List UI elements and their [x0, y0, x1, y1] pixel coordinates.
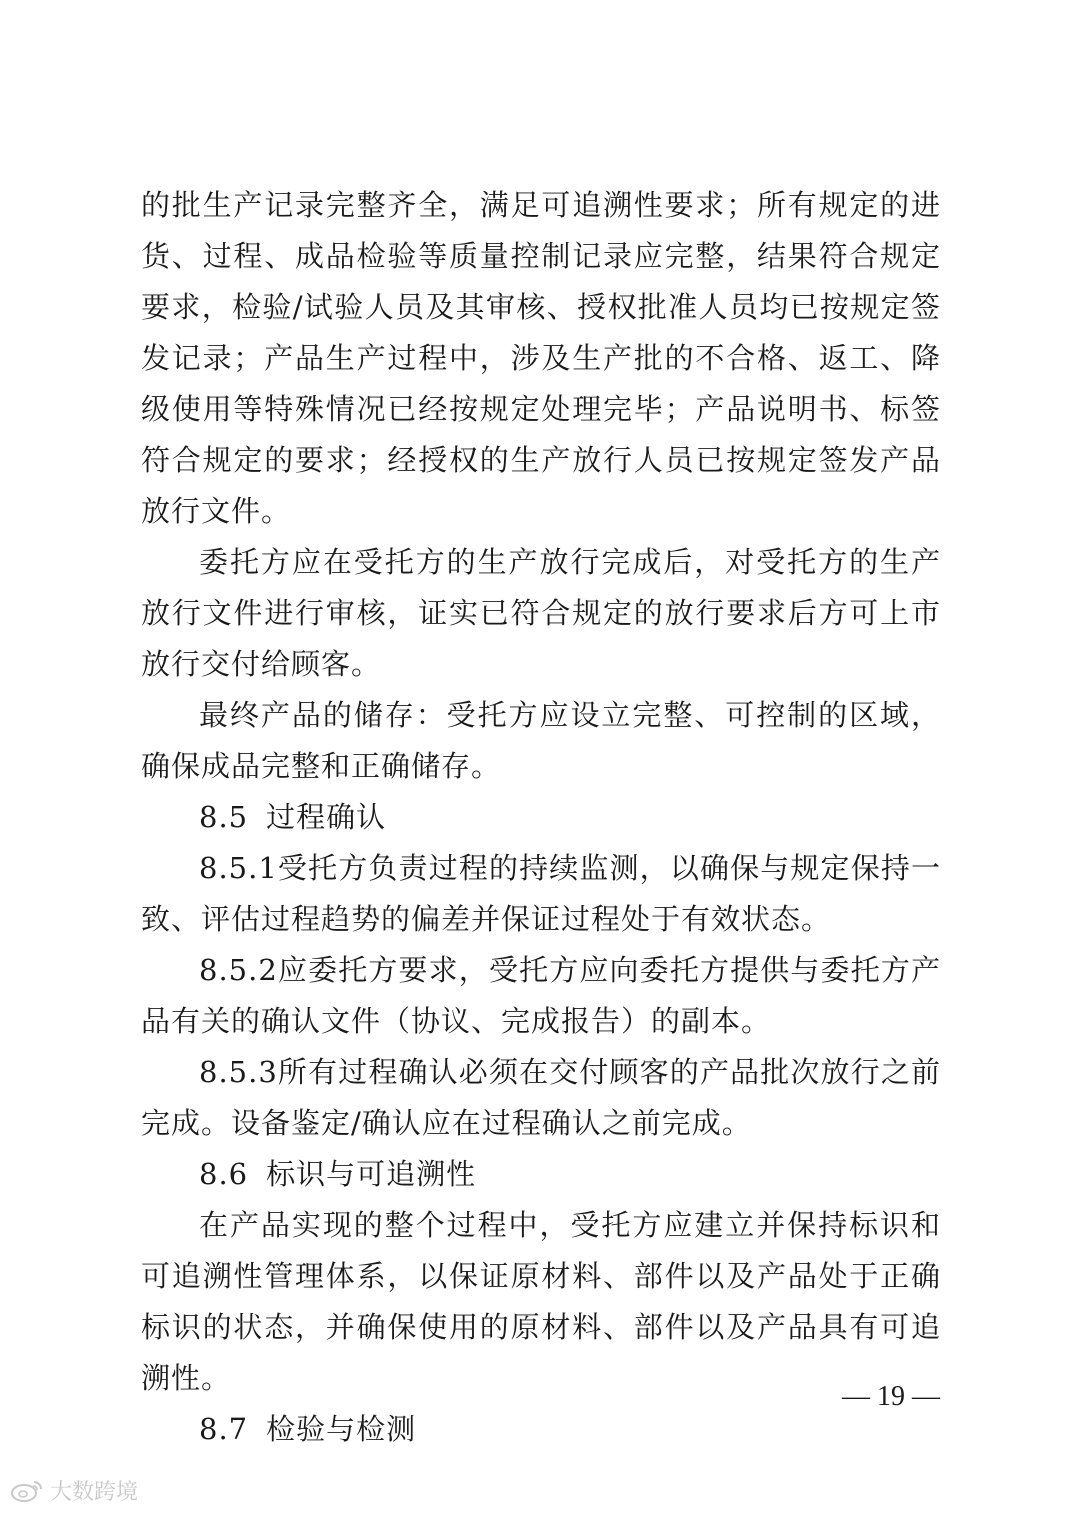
paragraph-8-5-2: 8.5.2应委托方要求，受托方应向委托方提供与委托方产品有关的确认文件（协议、完成报告）的副本。 [141, 953, 941, 1038]
paragraph-final-storage: 最终产品的储存：受托方应设立完整、可控制的区域，确保成品完整和正确储存。 [141, 698, 941, 783]
section-title: 标识与可追溯性 [266, 1157, 477, 1191]
section-title: 过程确认 [266, 800, 387, 834]
watermark-text: 大数跨境 [50, 1479, 139, 1505]
paragraph-continuation: 的批生产记录完整齐全，满足可追溯性要求；所有规定的进货、过程、成品检验等质量控制记录应完整，结果符合规定要求，检验/试验人员及其审核、授权批准人员均已按规定签发记录；产品生产过程中，涉及生产批的不合格、返工、降级使用等特殊情况已经按规定处理完毕；产品说明书、标签符合规定的要求；经授权的生产放行人员已按规定签发产品放行文件。 [141, 188, 941, 528]
section-number: 8.5 [199, 800, 249, 834]
watermark [10, 1468, 138, 1512]
section-number: 8.6 [199, 1157, 249, 1191]
page-number: — 19 — [842, 1381, 940, 1412]
paragraph-8-5-1: 8.5.1受托方负责过程的持续监测，以确保与规定保持一致、评估过程趋势的偏差并保证过程处于有效状态。 [141, 851, 941, 936]
section-number: 8.7 [199, 1412, 249, 1446]
paragraph-release-review: 委托方应在受托方的生产放行完成后，对受托方的生产放行文件进行审核，证实已符合规定的放行要求后方可上市放行交付给顾客。 [141, 545, 941, 681]
section-heading-8-5 [141, 792, 941, 843]
section-title: 检验与检测 [266, 1412, 417, 1446]
paragraph-traceability: 在产品实现的整个过程中，受托方应建立并保持标识和可追溯性管理体系，以保证原材料、部件以及产品处于正确标识的状态，并确保使用的原材料、部件以及产品具有可追溯性。 [141, 1208, 941, 1395]
paragraph-8-5-3: 8.5.3所有过程确认必须在交付顾客的产品批次放行之前完成。设备鉴定/确认应在过程确认之前完成。 [141, 1055, 941, 1140]
section-heading-8-6 [141, 1149, 941, 1200]
weibo-logo-icon [10, 1477, 44, 1503]
document-body [141, 180, 941, 1455]
